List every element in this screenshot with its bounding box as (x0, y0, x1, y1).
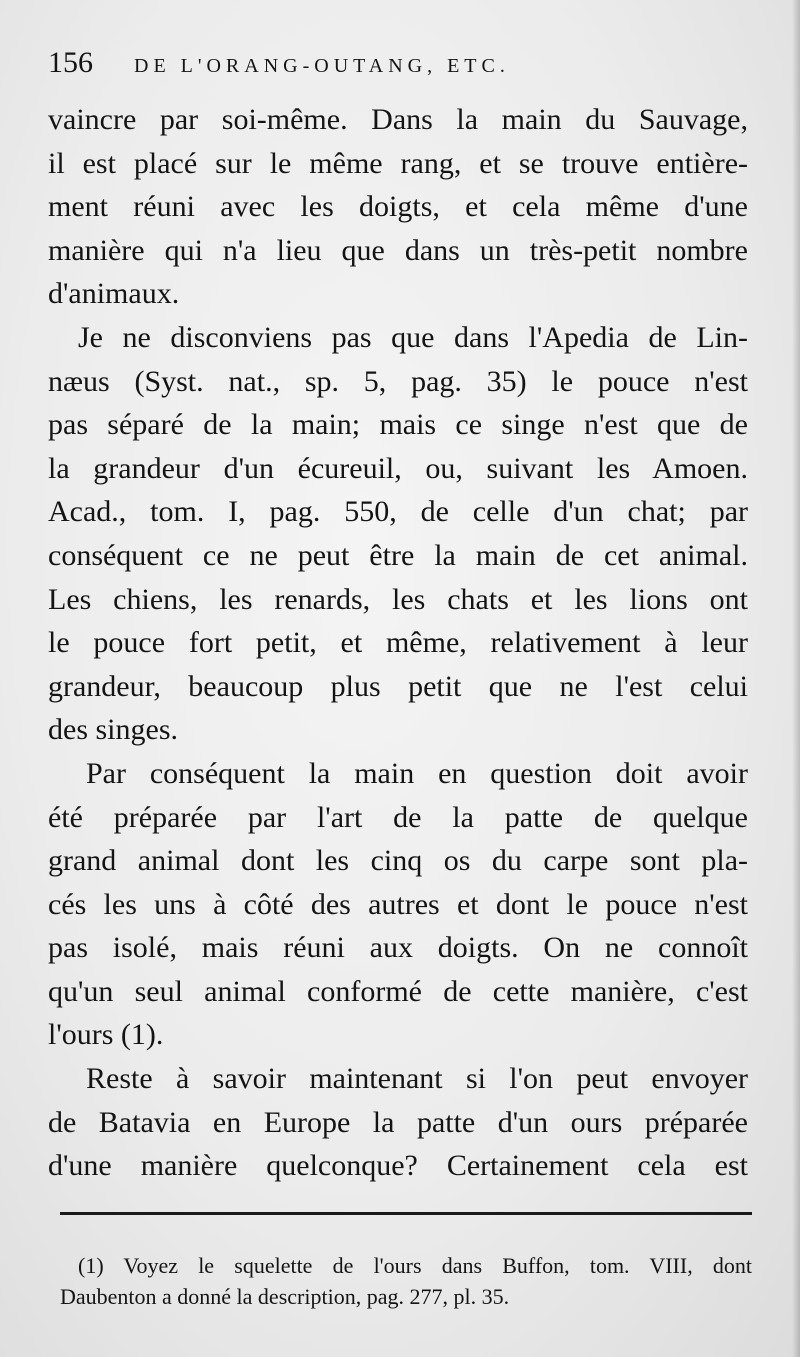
text-line: grandeur, beaucoup plus petit que ne l'est celui (48, 669, 748, 703)
text-line: d'animaux. (48, 277, 180, 311)
footnote-line: Daubenton a donné la description, pag. 277, pl. 35. (60, 1284, 510, 1309)
text-line: cés les uns à côté des autres et dont le pouce n'est (48, 887, 748, 921)
running-header (48, 46, 748, 80)
text-line: næus (Syst. nat., sp. 5, pag. 35) le pouce n'est (48, 364, 748, 398)
text-line: Les chiens, les renards, les chats et les lions ont (48, 582, 748, 616)
text-line: l'ours (1). (48, 1018, 164, 1052)
page-edge-shadow (792, 0, 800, 1357)
text-line: Par conséquent la main en question doit avoir (86, 756, 748, 790)
text-line: Je ne disconviens pas que dans l'Apedia de Lin- (78, 320, 748, 354)
text-line: pas séparé de la main; mais ce singe n'est que de (48, 408, 748, 442)
text-line: été préparée par l'art de la patte de quelque (48, 800, 748, 834)
text-line: pas isolé, mais réuni aux doigts. On ne connoît (48, 931, 748, 965)
text-line: ment réuni avec les doigts, et cela même d'une (48, 190, 748, 224)
text-line: conséquent ce ne peut être la main de cet animal. (48, 538, 748, 572)
text-line: grand animal dont les cinq os du carpe sont pla- (48, 844, 748, 878)
text-line: de Batavia en Europe la patte d'un ours préparée (48, 1105, 748, 1139)
footnote-line: (1) Voyez le squelette de l'ours dans Buffon, tom. VIII, dont (78, 1253, 752, 1278)
footnote-rule (60, 1212, 752, 1215)
text-line: manière qui n'a lieu que dans un très-petit nombre (48, 233, 748, 267)
page-number: 156 (48, 46, 93, 79)
text-line: Reste à savoir maintenant si l'on peut envoyer (86, 1062, 748, 1096)
text-line: Acad., tom. I, pag. 550, de celle d'un chat; par (48, 495, 748, 529)
text-line: d'une manière quelconque? Certainement cela est (48, 1149, 748, 1183)
text-line: des singes. (48, 713, 178, 747)
body-text (48, 98, 748, 1188)
text-line: vaincre par soi-même. Dans la main du Sauvage, (48, 103, 748, 136)
text-line: le pouce fort petit, et même, relativement à leur (48, 626, 748, 660)
footnote (60, 1250, 752, 1312)
running-title: DE L'ORANG-OUTANG, ETC. (134, 55, 510, 77)
text-line: qu'un seul animal conformé de cette manière, c'est (48, 974, 748, 1008)
text-line: la grandeur d'un écureuil, ou, suivant les Amoen. (48, 451, 748, 485)
text-line: il est placé sur le même rang, et se trouve entière- (48, 146, 748, 180)
